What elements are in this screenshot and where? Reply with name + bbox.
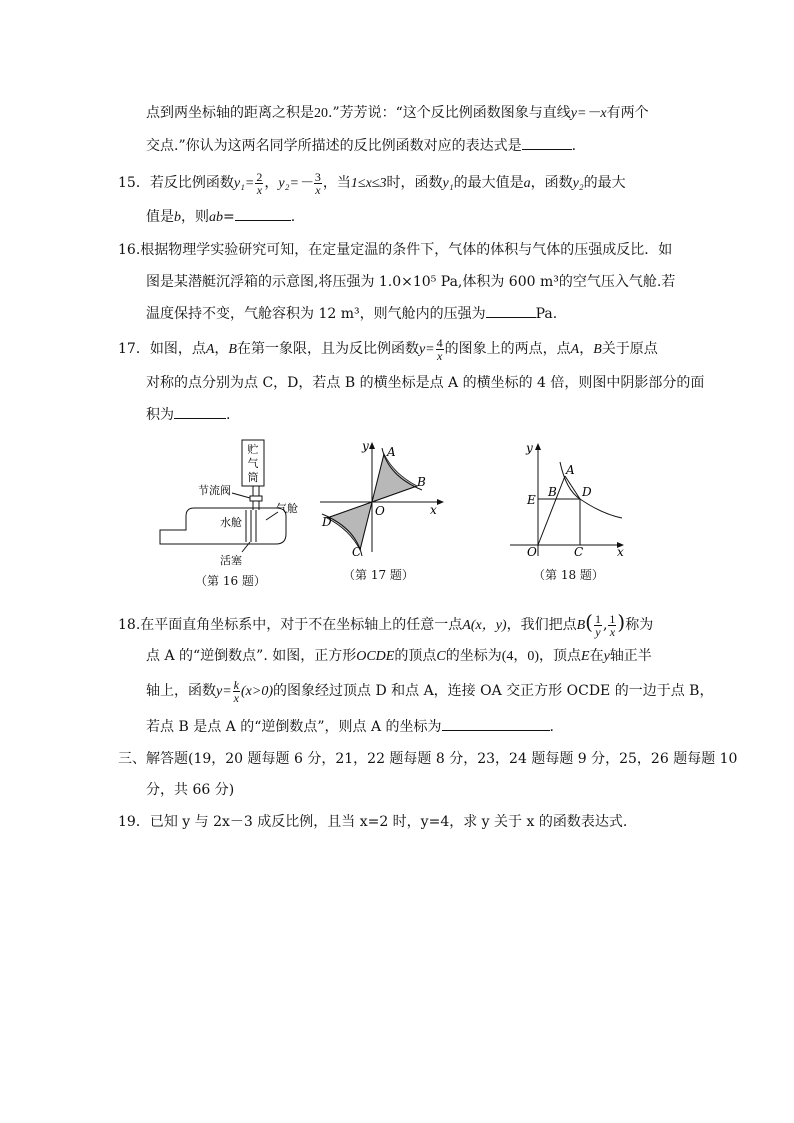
- origin-label: O: [375, 504, 385, 518]
- answer-blank[interactable]: [235, 206, 291, 221]
- water-label: 水舱: [220, 516, 242, 529]
- q18-line3: 轴上，函数y= $\frac{k}{x}$ (x>0)的图象经过顶点 D 和点 A，连接 OA 交正方形 OCDE 的一边于点 B，: [146, 677, 714, 705]
- q14-line1: 点到两坐标轴的距离之积是20.”芳芳说：“这个反比例函数图象与直线y=－x有两个: [146, 105, 649, 121]
- section-3-detail: 分，共 66 分): [146, 782, 235, 798]
- point-E-label: E: [527, 493, 536, 507]
- point-D-label: D: [322, 515, 332, 529]
- answer-blank[interactable]: [442, 716, 550, 731]
- answer-blank[interactable]: [522, 135, 572, 150]
- valve-shape: [250, 496, 262, 501]
- store-label-3: 筒: [247, 471, 259, 484]
- answer-blank[interactable]: [486, 303, 536, 318]
- point-B-label: B: [548, 485, 557, 499]
- question-19: 19．已知 y 与 2x－3 成反比例，且当 x=2 时，y=4，求 y 关于 x 的函数表达式.: [118, 814, 628, 830]
- q14-line2: 交点.”你认为这两名同学所描述的反比例函数对应的表达式是 .: [146, 135, 576, 156]
- figure-17-hyperbola-diagram: [318, 440, 448, 558]
- origin-label: O: [527, 545, 537, 559]
- point-C-label: C: [352, 545, 362, 558]
- point-B-label: B: [417, 475, 426, 489]
- q16-line2: 图是某潜艇沉浮箱的示意图,将压强为 1.0×10⁵ Pa,体积为 600 m³的空气压入气舱.若: [146, 274, 676, 290]
- square-OCDE: [538, 499, 580, 545]
- shaded-region-top: [372, 454, 417, 502]
- y-axis-label: y: [362, 440, 369, 453]
- question-16: 16.根据物理学实验研究可知，在定量定温的条件下，气体的体积与气体的压强成反比．如: [118, 242, 673, 258]
- air-label: 气舱: [276, 502, 298, 515]
- x-axis-label: x: [430, 503, 437, 517]
- q17-line2: 对称的点分别为点 C，D，若点 B 的横坐标是点 A 的横坐标的 4 倍，则图中阴影部分的面: [146, 375, 705, 391]
- question-15: 15．若反比例函数y₁= $\frac{2}{x}$ ，y₂=－ $\frac{3}{x}$ ，当1≤x≤3时，函数y₁的最大值是a，函数y₂的最大: [118, 169, 626, 197]
- q18-line4: 若点 B 是点 A 的“逆倒数点”，则点 A 的坐标为 .: [146, 716, 554, 737]
- section-title: 三、解答题: [118, 751, 188, 767]
- point-A-label: A: [387, 445, 396, 459]
- fig16-caption: （第 16 题）: [195, 574, 266, 588]
- figure-18-square-diagram: [508, 438, 630, 560]
- q15-line2: 值是b，则ab= .: [146, 206, 295, 228]
- point-A-label: A: [566, 463, 575, 477]
- q18-line2: 点 A 的“逆倒数点”. 如图，正方形OCDE的顶点C的坐标为(4，0)，顶点E在y轴正半: [146, 648, 652, 664]
- store-label-1: 贮: [247, 443, 259, 456]
- x-axis-label: x: [617, 545, 624, 559]
- store-label-2: 气: [247, 457, 259, 470]
- section-3-header: 三、解答题(19，20 题每题 6 分，21，22 题每题 8 分，23，24 题每题 9 分，25，26 题每题 10: [118, 751, 738, 767]
- valve-label: 节流阀: [198, 484, 231, 497]
- point-C-label: C: [574, 545, 584, 559]
- shaded-region-bottom: [327, 502, 372, 550]
- figure-16-submarine-diagram: [158, 438, 308, 568]
- question-17: 17．如图，点A，B在第一象限，且为反比例函数y= $\frac{4}{x}$ 的图象上的两点，点A，B关于原点: [118, 335, 658, 363]
- piston-label: 活塞: [220, 554, 242, 567]
- y-axis-label: y: [526, 441, 533, 455]
- fig18-caption: （第 18 题）: [533, 568, 604, 582]
- point-D-label: D: [582, 485, 592, 499]
- fig17-caption: （第 17 题）: [343, 568, 414, 582]
- q16-line3: 温度保持不变，气舱容积为 12 m³，则气舱内的压强为 Pa.: [146, 303, 557, 324]
- q17-line3: 积为 .: [146, 404, 230, 425]
- answer-blank[interactable]: [174, 404, 226, 419]
- question-18: 18.在平面直角坐标系中，对于不在坐标轴上的任意一点A(x，y)，我们把点B( $\frac{1}{y}$ , $\frac{1}{x}$ )称为: [118, 610, 654, 639]
